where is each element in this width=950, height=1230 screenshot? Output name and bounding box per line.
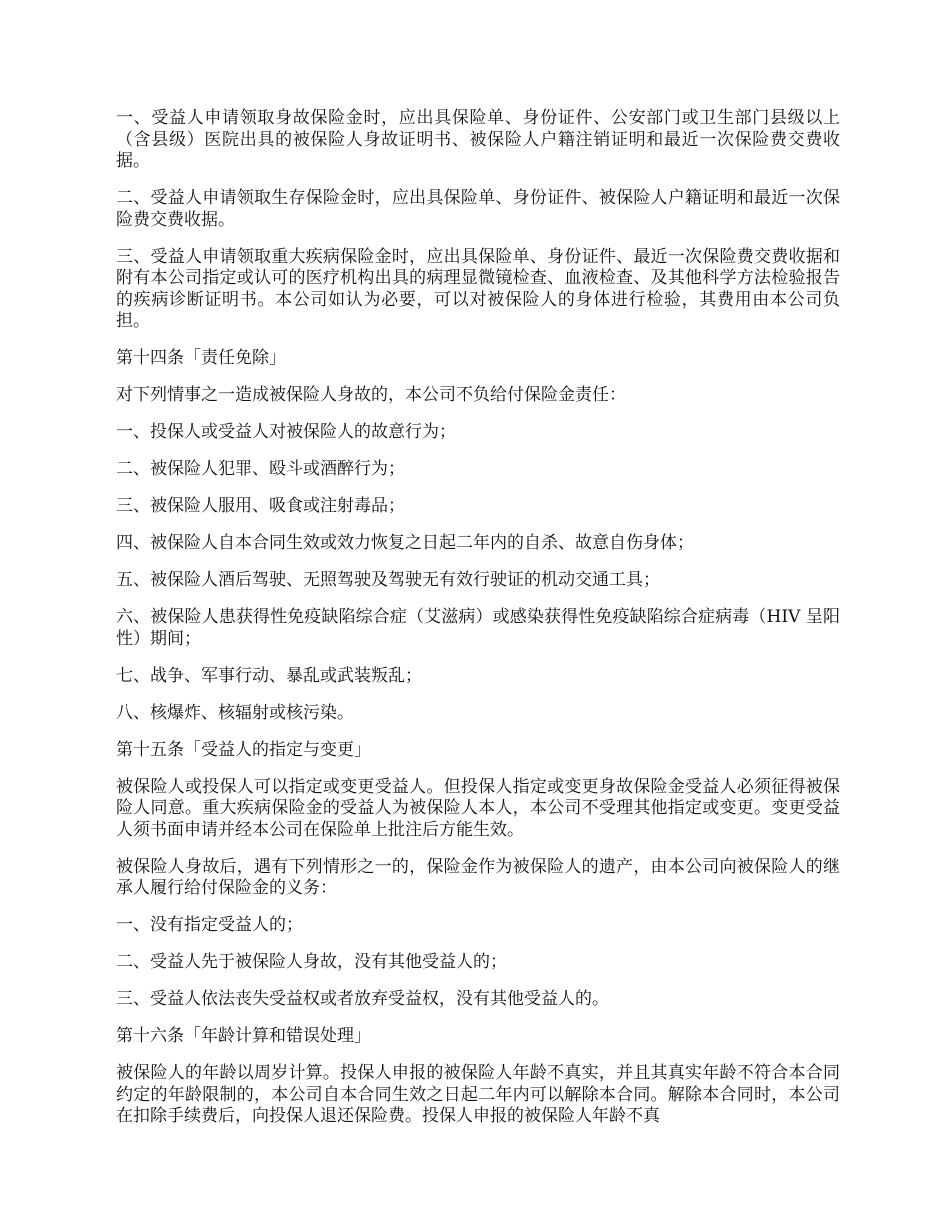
- paragraph-estate-payment: 被保险人身故后，遇有下列情形之一的，保险金作为被保险人的遗产，由本公司向被保险人的继承人履行给付保险金的义务：: [116, 856, 840, 898]
- paragraph-beneficiary-designation: 被保险人或投保人可以指定或变更受益人。但投保人指定或变更身故保险金受益人必须征得被保险人同意。重大疾病保险金的受益人为被保险人本人，本公司不受理其他指定或变更。变更受益人须书面申请并经本公司在保险单上批注后方能生效。: [116, 776, 840, 840]
- list-item-exclusion-8: 八、核爆炸、核辐射或核污染。: [116, 702, 354, 723]
- document-page: [116, 108, 840, 1143]
- paragraph-exclusions-intro: 对下列情事之一造成被保险人身故的，本公司不负给付保险金责任：: [116, 385, 626, 405]
- section-heading-article-15: 第十五条「受益人的指定与变更」: [116, 739, 371, 760]
- paragraph-survival-benefit-claim: 二、受益人申请领取生存保险金时，应出具保险单、身份证件、被保险人户籍证明和最近一次保险费交费收据。: [116, 188, 840, 230]
- list-item-estate-case-3: 三、受益人依法丧失受益权或者放弃受益权，没有其他受益人的。: [116, 989, 609, 1009]
- list-item-exclusion-3: 三、被保险人服用、吸食或注射毒品；: [116, 496, 405, 516]
- list-item-exclusion-4: 四、被保险人自本合同生效或效力恢复之日起二年内的自杀、故意自伤身体；: [116, 533, 694, 553]
- section-heading-article-14: 第十四条「责任免除」: [116, 348, 286, 368]
- list-item-exclusion-1: 一、投保人或受益人对被保险人的故意行为；: [116, 422, 456, 442]
- paragraph-critical-illness-claim: 三、受益人申请领取重大疾病保险金时，应出具保险单、身份证件、最近一次保险费交费收据和附有本公司指定或认可的医疗机构出具的病理显微镜检查、血液检查、及其他科学方法检验报告的疾病诊断证明书。本公司如认为必要，可以对被保险人的身体进行检验，其费用由本公司负担。: [116, 246, 840, 331]
- list-item-exclusion-5: 五、被保险人酒后驾驶、无照驾驶及驾驶无有效行驶证的机动交通工具；: [116, 570, 660, 590]
- list-item-exclusion-6: 六、被保险人患获得性免疫缺陷综合症（艾滋病）或感染获得性免疫缺陷综合症病毒（HIV 呈阳性）期间；: [116, 607, 840, 649]
- list-item-exclusion-7: 七、战争、军事行动、暴乱或武装叛乱；: [116, 665, 422, 686]
- list-item-exclusion-2: 二、被保险人犯罪、殴斗或酒醉行为；: [116, 459, 405, 479]
- list-item-estate-case-1: 一、没有指定受益人的；: [116, 915, 303, 935]
- paragraph-death-benefit-claim: 一、受益人申请领取身故保险金时，应出具保险单、身份证件、公安部门或卫生部门县级以上（含县级）医院出具的被保险人身故证明书、被保险人户籍注销证明和最近一次保险费交费收据。: [116, 108, 840, 171]
- section-heading-article-16: 第十六条「年龄计算和错误处理」: [116, 1026, 371, 1046]
- paragraph-age-calculation: 被保险人的年龄以周岁计算。投保人申报的被保险人年龄不真实，并且其真实年龄不符合本合同约定的年龄限制的，本公司自本合同生效之日起二年内可以解除本合同。解除本合同时，本公司在扣除手续费后，向投保人退还保险费。投保人申报的被保险人年龄不真: [116, 1063, 840, 1126]
- list-item-estate-case-2: 二、受益人先于被保险人身故，没有其他受益人的；: [116, 952, 507, 972]
